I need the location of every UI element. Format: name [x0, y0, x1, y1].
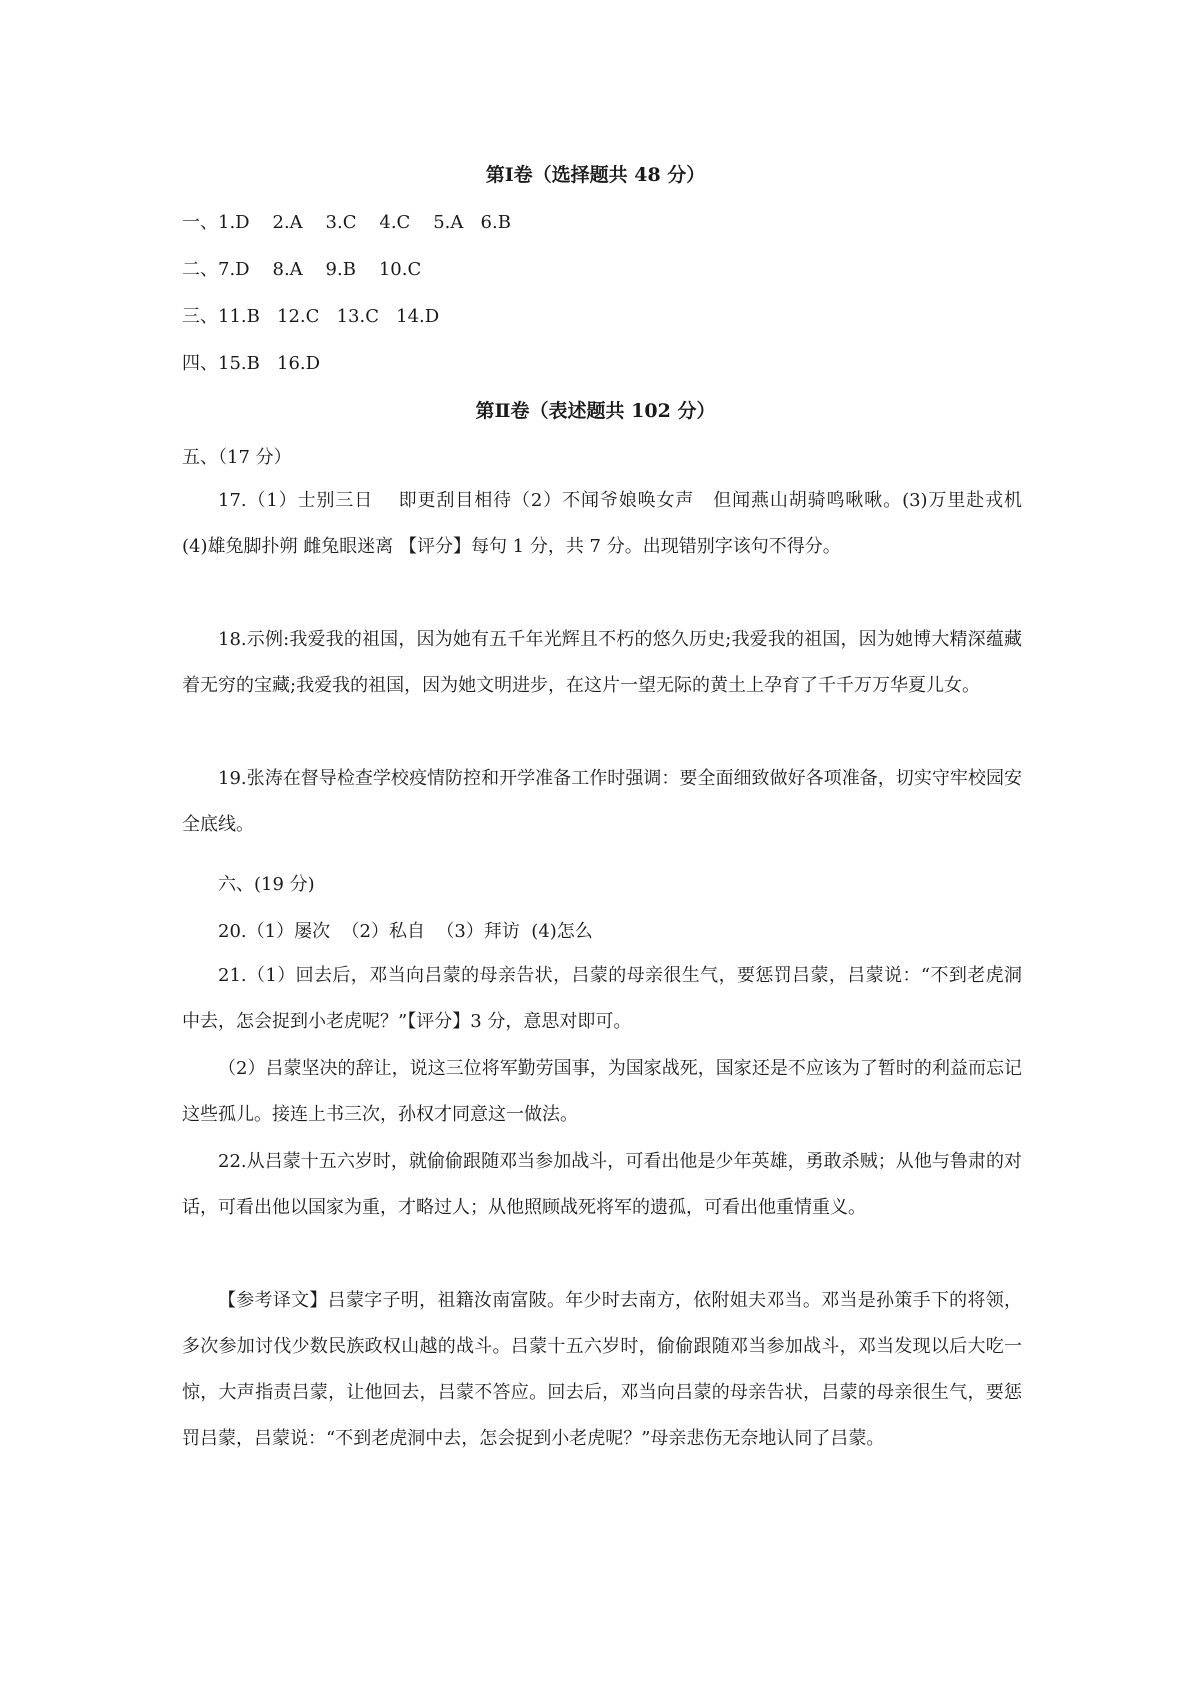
- question-20-answer: 20.（1）屡次 （2）私自 （3）拜访 (4)怎么: [218, 921, 593, 942]
- answer-row-3: 三、11.B 12.C 13.C 14.D: [182, 306, 440, 327]
- part2-title: 第Ⅱ卷（表述题共 102 分）: [475, 400, 716, 422]
- reference-translation: 【参考译文】吕蒙字子明，祖籍汝南富陂。年少时去南方，依附姐夫邓当。邓当是孙策手下的将领，多次参加讨伐少数民族政权山越的战斗。吕蒙十五六岁时，偷偷跟随邓当参加战斗，邓当发现以后大吃一惊，大声指责吕蒙，让他回去，吕蒙不答应。回去后，邓当向吕蒙的母亲告状，吕蒙的母亲很生气，要惩罚吕蒙，吕蒙说：“不到老虎洞中去，怎会捉到小老虎呢？”母亲悲伤无奈地认同了吕蒙。: [182, 1290, 1022, 1449]
- question-22-answer: 22.从吕蒙十五六岁时，就偷偷跟随邓当参加战斗，可看出他是少年英雄，勇敢杀贼；从他与鲁肃的对话，可看出他以国家为重，才略过人；从他照顾战死将军的遗孤，可看出他重情重义。: [182, 1151, 1022, 1218]
- question-18-answer: 18.示例:我爱我的祖国，因为她有五千年光辉且不朽的悠久历史;我爱我的祖国，因为她博大精深蕴藏着无穷的宝藏;我爱我的祖国，因为她文明进步，在这片一望无际的黄土上孕育了千千万万华夏儿女。: [182, 629, 1022, 696]
- section-5-heading: 五、（17 分）: [182, 447, 292, 468]
- question-17-answer: 17.（1）士别三日 即更刮目相待（2）不闻爷娘唤女声 但闻燕山胡骑鸣啾啾。(3)万里赴戎机 (4)雄兔脚扑朔 雌兔眼迷离 【评分】每句 1 分，共 7 分。出现错别字该句不得分。: [182, 490, 1040, 557]
- part1-title: 第Ⅰ卷（选择题共 48 分）: [485, 164, 706, 186]
- answer-row-1: 一、1.D 2.A 3.C 4.C 5.A 6.B: [182, 212, 511, 233]
- section-6-heading: 六、(19 分): [218, 874, 315, 895]
- question-19-answer: 19.张涛在督导检查学校疫情防控和开学准备工作时强调：要全面细致做好各项准备，切实守牢校园安全底线。: [182, 768, 1022, 835]
- answer-row-2: 二、7.D 8.A 9.B 10.C: [182, 259, 422, 280]
- question-21-part2-answer: （2）吕蒙坚决的辞让，说这三位将军勤劳国事，为国家战死，国家还是不应该为了暂时的利益而忘记这些孤儿。接连上书三次，孙权才同意这一做法。: [182, 1058, 1022, 1125]
- question-21-part1-answer: 21.（1）回去后，邓当向吕蒙的母亲告状，吕蒙的母亲很生气，要惩罚吕蒙，吕蒙说：“不到老虎洞中去，怎会捉到小老虎呢？”【评分】3 分，意思对即可。: [182, 965, 1022, 1032]
- answer-row-4: 四、15.B 16.D: [182, 353, 321, 374]
